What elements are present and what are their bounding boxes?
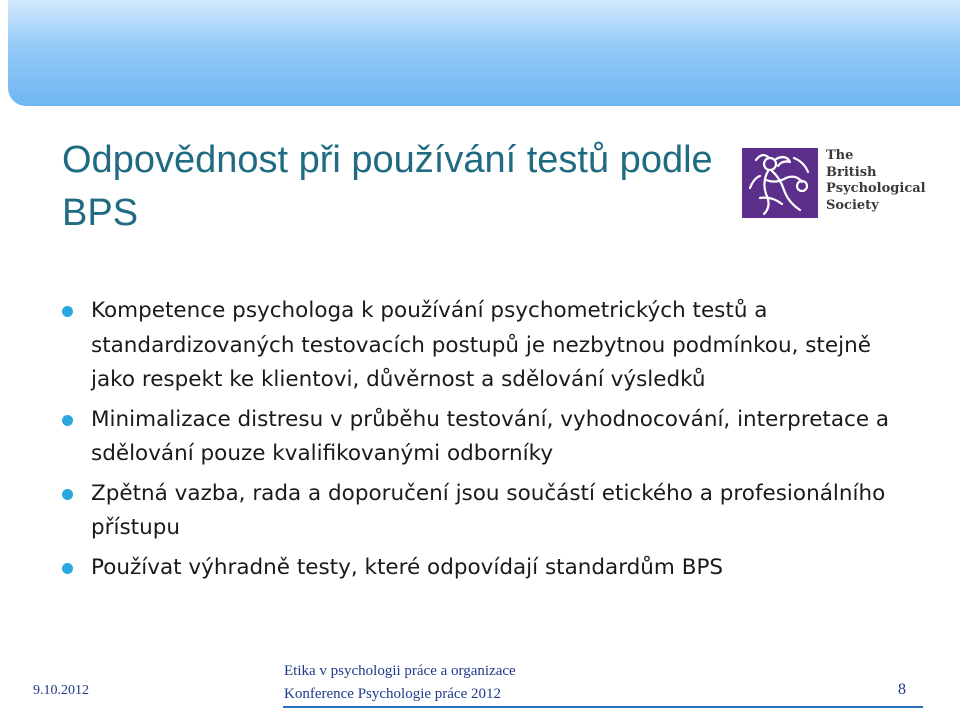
bullet-dot-icon <box>62 306 73 317</box>
bullet-dot-icon <box>62 563 73 574</box>
footer-course: Etika v psychologii práce a organizace <box>284 663 516 679</box>
footer-divider <box>283 706 923 708</box>
logo-line: Society <box>826 197 879 213</box>
bullet-dot-icon <box>62 489 73 500</box>
bullet-text: Zpětná vazba, rada a doporučení jsou součástí etického a profesionálního přístupu <box>91 480 886 540</box>
bullet-item <box>62 477 912 546</box>
bps-logo-text <box>826 148 926 214</box>
bullet-text: Kompetence psychologa k používání psychometrických testů a standardizovaných testovacích postupů je nezbytnou podmínkou, stejně jako respekt ke klientovi, důvěrnost a sdělování výsledků <box>91 298 871 392</box>
footer-date: 9.10.2012 <box>33 683 89 698</box>
header-band <box>8 0 960 106</box>
bullet-list <box>62 294 912 590</box>
bps-logo <box>742 148 928 220</box>
logo-line: British <box>826 164 877 180</box>
bullet-dot-icon <box>62 415 73 426</box>
logo-line: The <box>826 148 854 163</box>
bps-psyche-emblem-icon <box>742 148 818 218</box>
page-number: 8 <box>898 681 906 698</box>
logo-line: Psychological <box>826 181 926 196</box>
bullet-item <box>62 403 912 472</box>
bullet-text: Používat výhradně testy, které odpovídají standardům BPS <box>91 554 724 580</box>
bullet-item <box>62 551 912 586</box>
footer-course-info <box>284 660 516 706</box>
bullet-item <box>62 294 912 398</box>
footer-conference: Konference Psychologie práce 2012 <box>284 686 502 702</box>
bullet-text: Minimalizace distresu v průběhu testování, vyhodnocování, interpretace a sdělování pouze kvalifikovanými odborníky <box>91 406 890 466</box>
slide-title: Odpovědnost při používání testů podle BPS <box>62 139 713 234</box>
